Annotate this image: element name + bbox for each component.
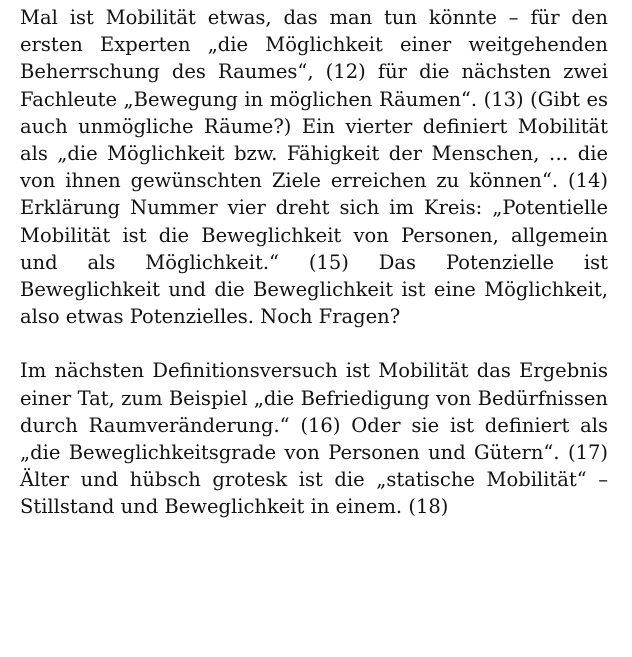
paragraph-2: Im nächsten Definitionsversuch ist Mobilität das Ergebnis einer Tat, zum Beispiel „die Befriedigung von Bedürfnissen durch Raumveränderung.“ (16) Oder sie ist definiert als „die Beweglichkeitsgrade von Personen und Gütern“. (17) Älter und hübsch grotesk ist die „statische Mobilität“ – Stillstand und Beweglichkeit in einem. (18) — [20, 359, 608, 519]
paragraph-1: Mal ist Mobilität etwas, das man tun könnte – für den ersten Experten „die Möglichkeit einer weitgehenden Beherrschung des Raumes“, (12) für die nächsten zwei Fachleute „Bewegung in möglichen Räumen“. (13) (Gibt es auch unmögliche Räume?) Ein vierter definiert Mobilität als „die Möglichkeit bzw. Fähigkeit der Menschen, … die von ihnen gewünschten Ziele erreichen zu können“. (14) Erklärung Nummer vier dreht sich im Kreis: „Potentielle Mobilität ist die Beweglichkeit von Personen, allgemein und als Möglichkeit.“ (15) Das Potenzielle ist Beweglichkeit und die Beweglichkeit ist eine Möglichkeit, also etwas Potenzielles. Noch Fragen? — [20, 6, 608, 329]
document-text-area — [20, 4, 608, 521]
